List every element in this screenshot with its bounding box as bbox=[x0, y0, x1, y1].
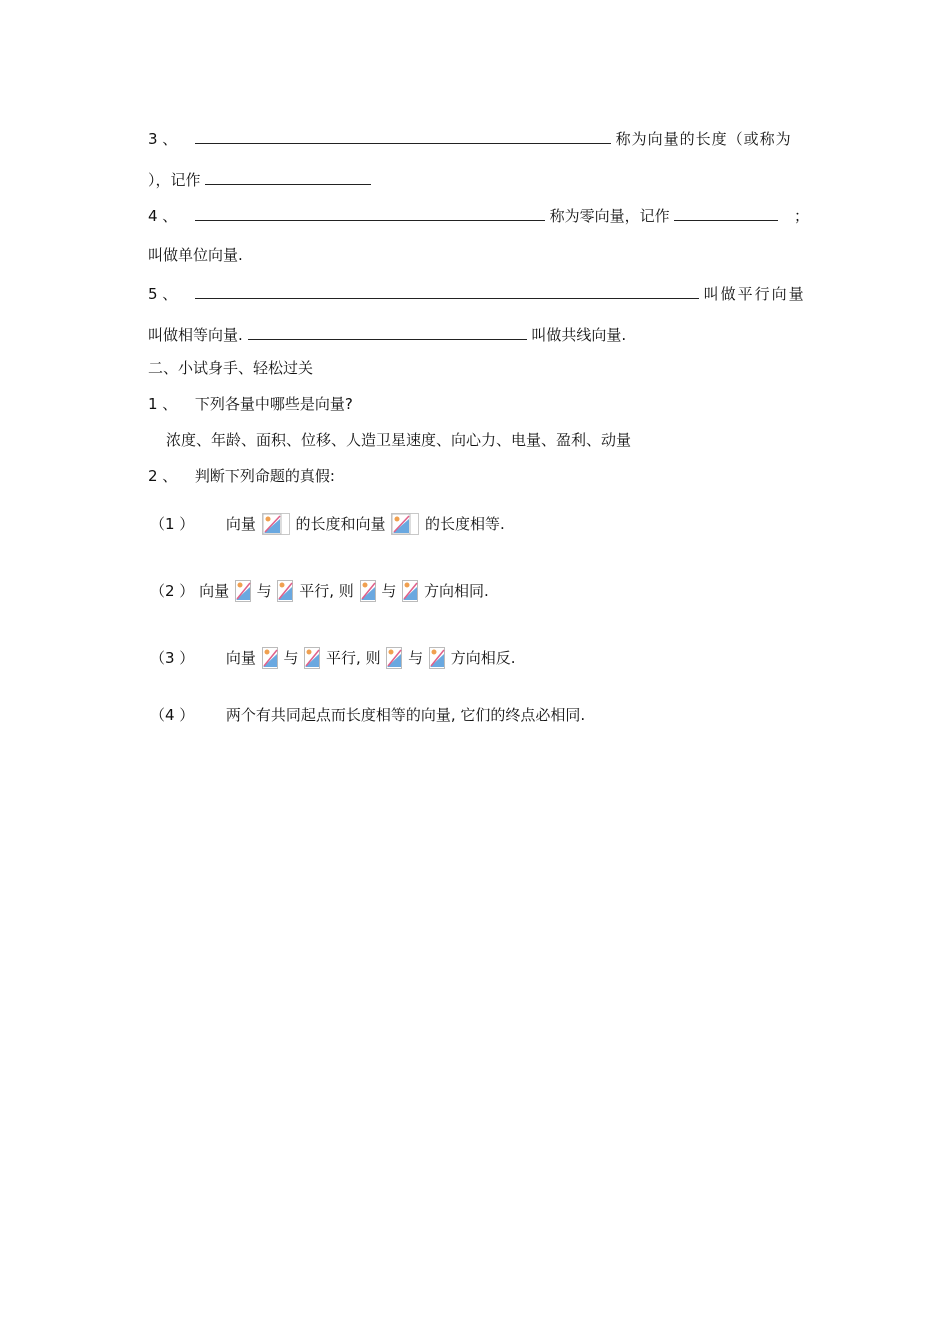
item-4-line1 bbox=[148, 202, 809, 226]
proposition-4-label: （4 ） bbox=[150, 706, 195, 724]
question-1-quantities: 浓度、年龄、面积、位移、人造卫星速度、向心力、电量、盈利、动量 bbox=[166, 431, 632, 449]
item-4-text-cont: 叫做单位向量. bbox=[148, 246, 243, 264]
item-3-blank-definition[interactable] bbox=[195, 125, 611, 144]
proposition-2-text-d: 与 bbox=[381, 582, 397, 600]
item-4-text: 称为零向量，记作 bbox=[549, 207, 670, 225]
proposition-3-text-c: 平行, 则 bbox=[326, 649, 381, 667]
item-3-number: 3 、 bbox=[148, 130, 178, 148]
broken-image-icon bbox=[262, 513, 290, 535]
broken-image-icon bbox=[360, 580, 376, 602]
item-4-blank-definition[interactable] bbox=[195, 202, 545, 221]
item-5-text: 叫做平行向量 bbox=[703, 285, 806, 303]
proposition-2-text-c: 平行, 则 bbox=[299, 582, 354, 600]
item-3-text-cont: ），记作 bbox=[148, 171, 201, 189]
proposition-3 bbox=[150, 646, 516, 670]
broken-image-icon bbox=[262, 647, 278, 669]
item-3-line2 bbox=[148, 166, 371, 190]
section-2-title: 二、小试身手、轻松过关 bbox=[148, 359, 314, 377]
item-4-blank-notation[interactable] bbox=[674, 202, 778, 221]
item-3-line1 bbox=[148, 125, 792, 149]
proposition-4-text: 两个有共同起点而长度相等的向量, 它们的终点必相同. bbox=[225, 706, 586, 724]
proposition-3-text-b: 与 bbox=[283, 649, 299, 667]
proposition-1-text-a: 向量 bbox=[225, 515, 256, 533]
item-4-semicolon: ； bbox=[794, 207, 810, 225]
proposition-2-label: （2 ） bbox=[150, 582, 195, 600]
question-1-list bbox=[166, 428, 631, 452]
proposition-4 bbox=[150, 703, 585, 727]
proposition-1 bbox=[150, 512, 505, 536]
item-3-blank-notation[interactable] bbox=[205, 166, 371, 185]
broken-image-icon bbox=[304, 647, 320, 669]
item-5-line2 bbox=[148, 321, 626, 345]
proposition-1-label: （1 ） bbox=[150, 515, 195, 533]
question-2-text: 判断下列命题的真假: bbox=[194, 467, 335, 485]
item-4-number: 4 、 bbox=[148, 207, 178, 225]
section-2-heading bbox=[148, 356, 313, 380]
proposition-2-text-b: 与 bbox=[256, 582, 272, 600]
item-5-text-collinear: 叫做共线向量. bbox=[531, 326, 627, 344]
proposition-3-text-d: 与 bbox=[408, 649, 424, 667]
proposition-1-text-b: 的长度和向量 bbox=[295, 515, 386, 533]
question-2 bbox=[148, 464, 335, 488]
item-5-blank-parallel[interactable] bbox=[195, 280, 699, 299]
item-5-number: 5 、 bbox=[148, 285, 178, 303]
item-5-text-equal: 叫做相等向量. bbox=[148, 326, 243, 344]
broken-image-icon bbox=[277, 580, 293, 602]
proposition-2 bbox=[150, 579, 489, 603]
item-5-blank-collinear[interactable] bbox=[248, 321, 527, 340]
broken-image-icon bbox=[391, 513, 419, 535]
proposition-2-text-a: 向量 bbox=[199, 582, 230, 600]
item-5-line1 bbox=[148, 280, 806, 304]
question-1 bbox=[148, 392, 353, 416]
item-3-text: 称为向量的长度（或称为 bbox=[615, 130, 792, 148]
proposition-3-text-e: 方向相反. bbox=[450, 649, 516, 667]
proposition-3-label: （3 ） bbox=[150, 649, 195, 667]
broken-image-icon bbox=[235, 580, 251, 602]
broken-image-icon bbox=[429, 647, 445, 669]
broken-image-icon bbox=[402, 580, 418, 602]
question-1-number: 1 、 bbox=[148, 395, 178, 413]
broken-image-icon bbox=[386, 647, 402, 669]
proposition-2-text-e: 方向相同. bbox=[423, 582, 489, 600]
proposition-1-text-c: 的长度相等. bbox=[425, 515, 505, 533]
proposition-3-text-a: 向量 bbox=[225, 649, 256, 667]
question-2-number: 2 、 bbox=[148, 467, 178, 485]
item-4-line2 bbox=[148, 243, 243, 267]
question-1-text: 下列各量中哪些是向量? bbox=[194, 395, 353, 413]
